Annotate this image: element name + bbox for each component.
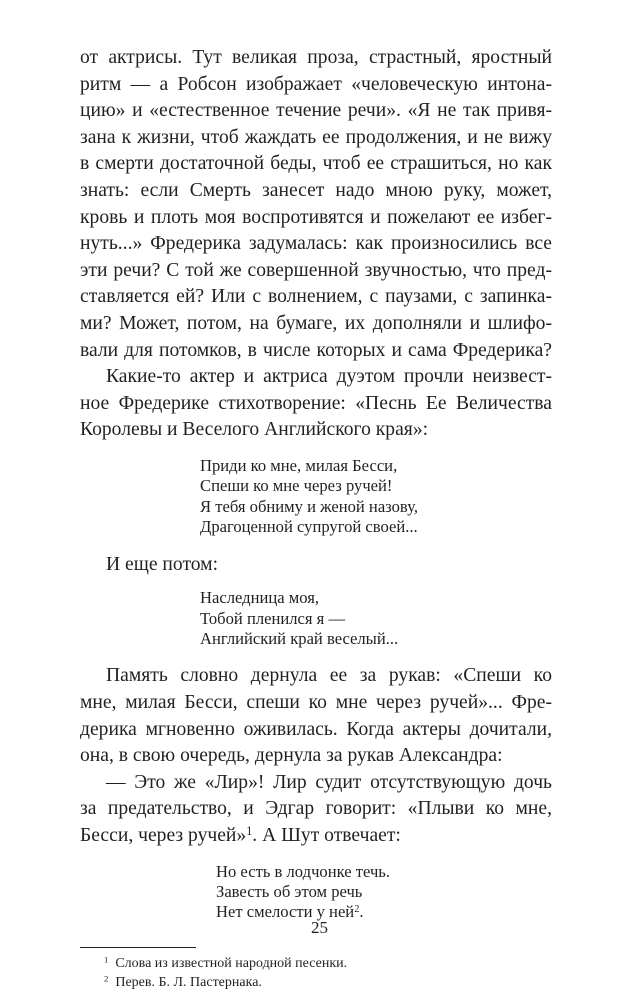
footnote-reference-1[interactable]: 1 [246,823,253,838]
text-line: кровь и плоть моя воспротивятся и пожелают ее избег- [80,206,552,228]
paragraph-2 [80,364,552,444]
text-line: нуть...» Фредерика задумалась: как произносились все [80,233,552,255]
text-line: — Это же «Лир»! Лир судит отсутствующую дочь [106,771,552,793]
text-line: ритм — а Робсон изображает «человеческую интона- [80,73,552,95]
text-line: дерика мгновенно оживилась. Когда актеры дочитали, [80,718,552,740]
footnote-mark: 2 [104,973,109,984]
paragraph-5 [80,770,552,850]
verse-line: Я тебя обниму и женой назову, [200,496,418,516]
text-fragment: . А Шут отвечает: [252,824,401,846]
verse-line: Английский край веселый... [200,628,399,648]
text-line: ное Фредерике стихотворение: «Песнь Ее Величества [80,392,552,414]
verse-line: Приди ко мне, милая Бесси, [200,455,398,475]
text-line: ми? Может, потом, на бумаге, их дополняли и шлифо- [80,312,552,334]
text-line: Королевы и Веселого Английского края»: [80,419,429,441]
footnote-mark: 1 [104,954,109,965]
verse-line: Драгоценной супругой своей... [200,517,418,537]
text-fragment: . [359,902,364,922]
paragraph-4 [80,663,552,769]
footnote-text: Перев. Б. Л. Пастернака. [115,974,262,990]
verse-line: Спеши ко мне через ручей! [200,476,393,496]
paragraph-3 [80,552,552,579]
verse-block-1 [80,456,552,538]
text-fragment: Нет смелости у ней [216,902,355,922]
footnote-reference-2[interactable]: 2 [354,904,360,916]
verse-line: Завесть об этом речь [216,881,363,901]
text-line: в смерти достаточной беды, чтоб ее страшиться, но как [80,153,552,175]
footnote-text: Слова из известной народной песенки. [115,955,348,971]
verse-line: Наследница моя, [200,588,319,608]
text-line: зана к жизни, чтоб жаждать ее продолжения, и не вижу [80,126,552,148]
text-fragment: Бесси, через ручей» [80,824,247,846]
text-line: Какие-то актер и актриса дуэтом прочли неизвест- [106,366,552,388]
paragraph-1 [80,45,552,364]
footnote-divider [80,947,196,948]
text-line: Память словно дернула ее за рукав: «Спеши ко [106,665,552,687]
page-body [80,45,552,992]
text-line: от актрисы. Тут великая проза, страстный, яростный [80,47,552,68]
text-line: ставляется ей? Или с волнением, с паузами, с запинка- [80,286,552,308]
text-line: эти речи? С той же совершенной звучностью, что пред- [80,259,552,281]
verse-block-2 [80,588,552,649]
text-line [80,823,552,850]
text-line: вали для потомков, в числе которых и сама Фредерика? [80,339,552,361]
footnote-2 [80,973,552,992]
footnote-1 [80,954,552,973]
text-line: за предательство, и Эдгар говорит: «Плыви ко мне, [80,798,552,820]
text-line: цию» и «естественное течение речи». «Я не так привя- [80,100,552,122]
verse-block-3 [80,862,552,923]
text-line: она, в свою очередь, дернула за рукав Александра: [80,745,503,767]
text-line: мне, милая Бесси, спеши ко мне через ручей»... Фре- [80,691,552,713]
verse-line: Но есть в лодчонке течь. [216,861,391,881]
text-line: знать: если Смерть занесет надо мною руку, может, [80,179,552,201]
text-line: И еще потом: [106,553,219,575]
page-number: 25 [311,918,328,937]
verse-line: Тобой пленился я — [200,608,346,628]
